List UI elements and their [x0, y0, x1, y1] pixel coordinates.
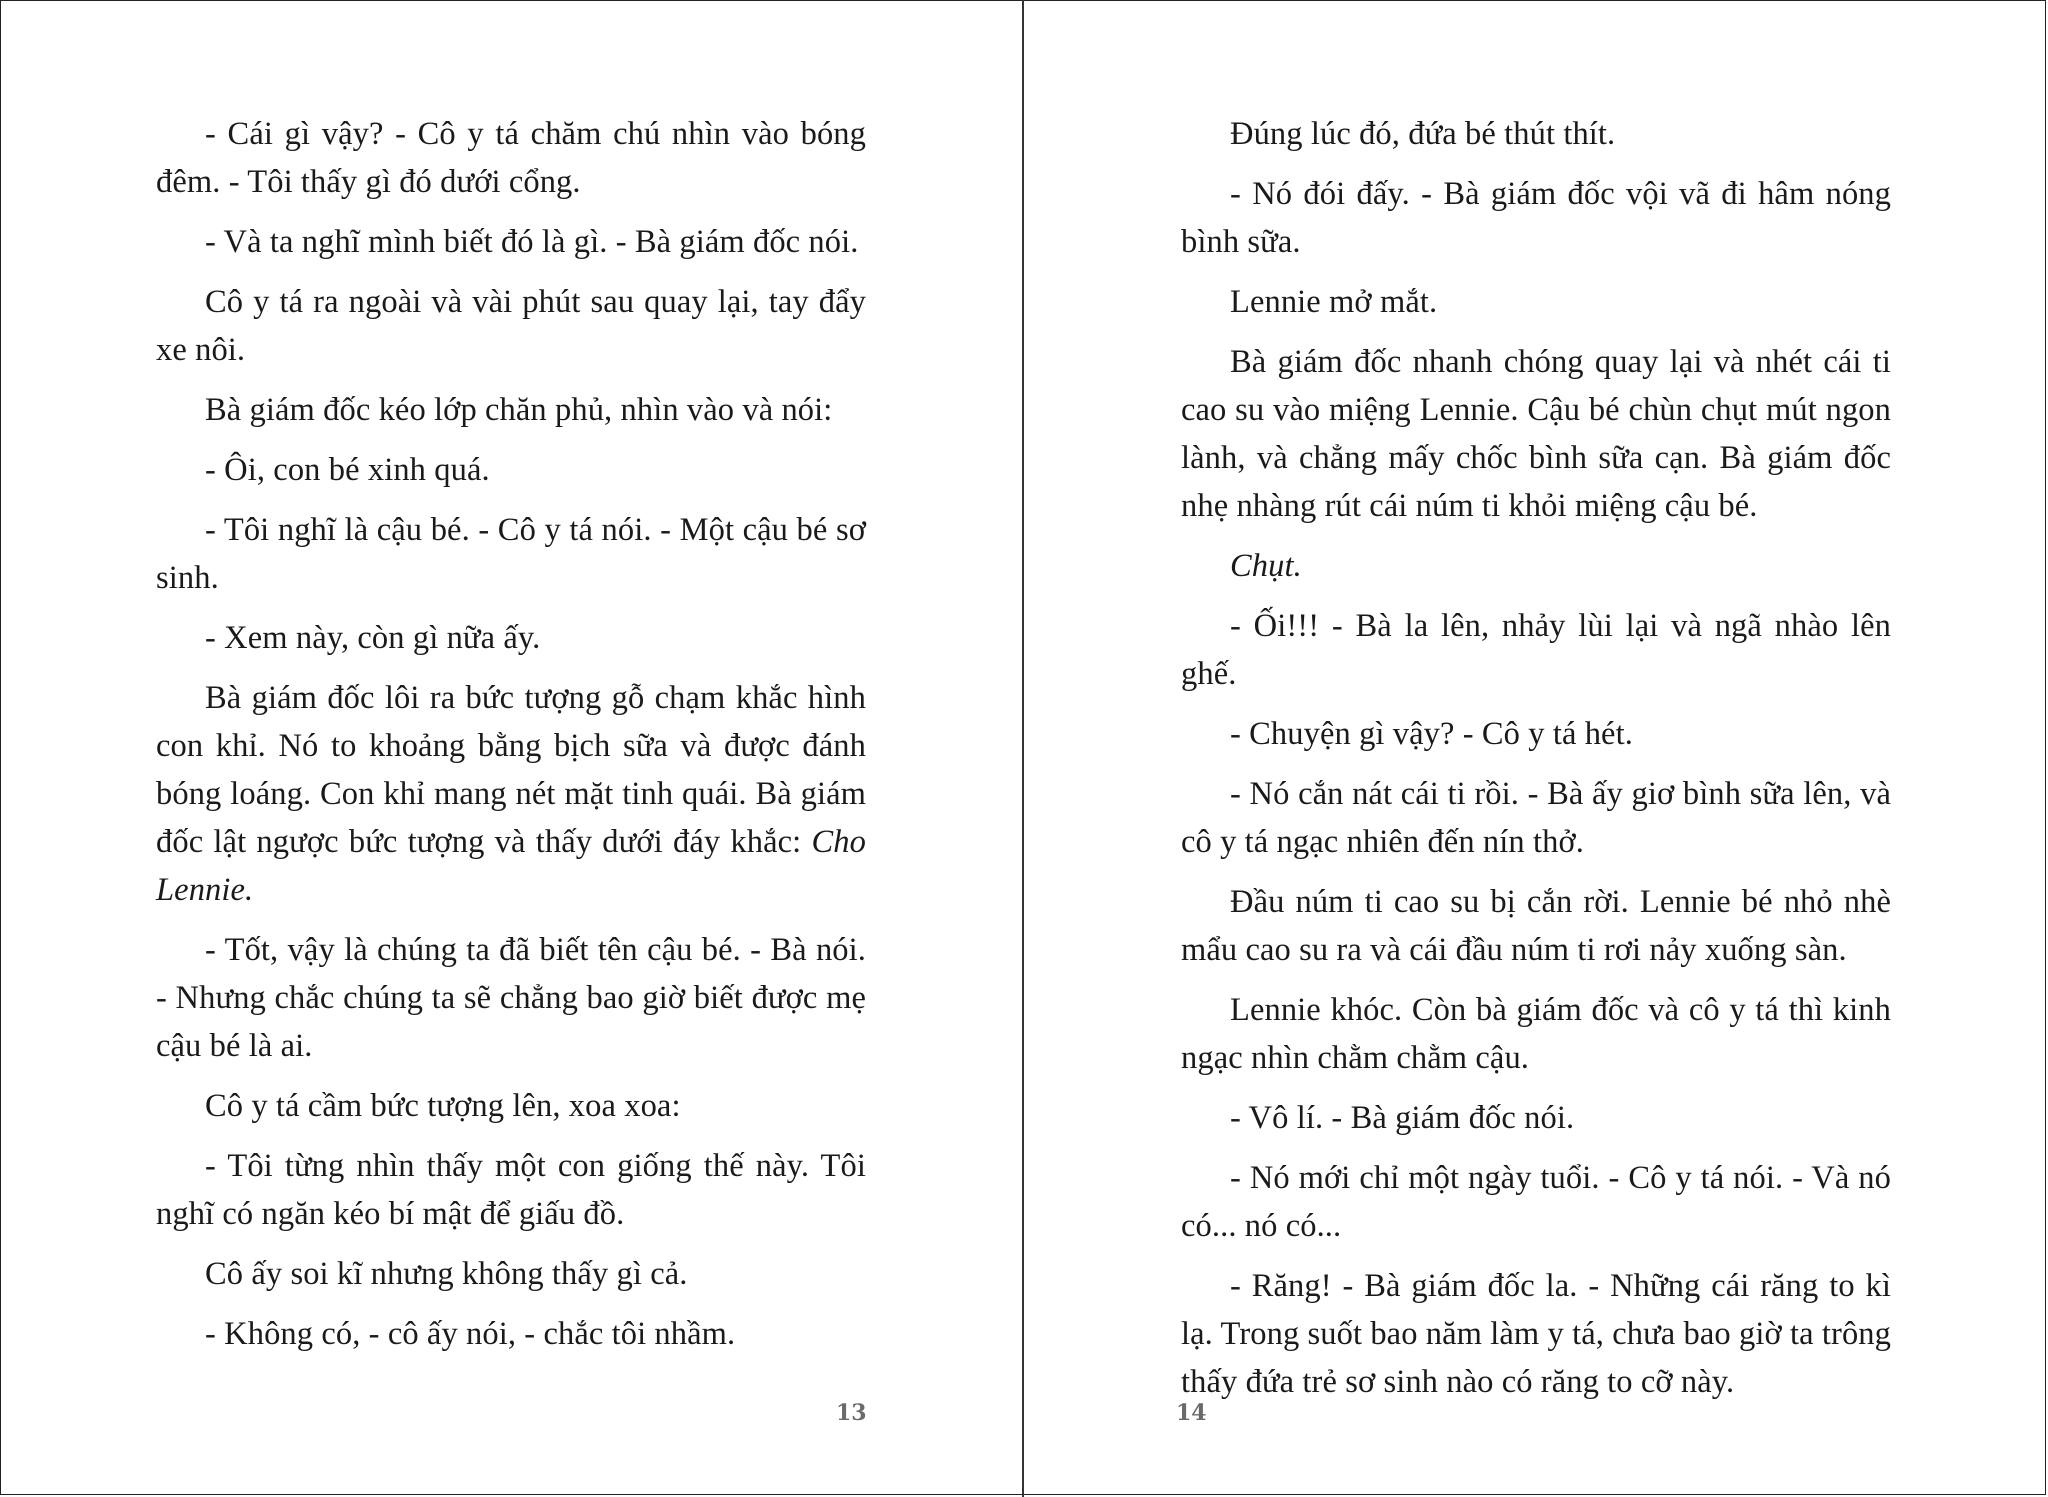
paragraph: Đúng lúc đó, đứa bé thút thít. — [1230, 116, 1616, 152]
paragraph: Bà giám đốc nhanh chóng quay lại và nhét cái ti cao su vào miệng Lennie. Cậu bé chùn chụt mút ngon lành, và chẳng mấy chốc bình sữa cạn. Bà giám đốc nhẹ nhàng rút cái núm ti khỏi miệng cậu bé. — [1181, 344, 1891, 524]
paragraph: - Và ta nghĩ mình biết đó là gì. - Bà giám đốc nói. — [205, 224, 859, 260]
paragraph: - Cái gì vậy? - Cô y tá chăm chú nhìn vào bóng đêm. - Tôi thấy gì đó dưới cổng. — [156, 116, 866, 200]
page-gutter — [1022, 0, 1024, 1497]
paragraph: - Tôi nghĩ là cậu bé. - Cô y tá nói. - Một cậu bé sơ sinh. — [156, 512, 866, 596]
paragraph: Đầu núm ti cao su bị cắn rời. Lennie bé nhỏ nhè mẩu cao su ra và cái đầu núm ti rơi nảy xuống sàn. — [1181, 884, 1891, 968]
paragraph: - Tôi từng nhìn thấy một con giống thế này. Tôi nghĩ có ngăn kéo bí mật để giấu đồ. — [156, 1148, 866, 1232]
paragraph: Cô y tá cầm bức tượng lên, xoa xoa: — [205, 1088, 681, 1124]
italic-inscription: Cho Lennie. — [156, 824, 866, 908]
left-page — [156, 110, 866, 1370]
paragraph: Cô y tá ra ngoài và vài phút sau quay lại, tay đẩy xe nôi. — [156, 284, 866, 368]
paragraph: - Chuyện gì vậy? - Cô y tá hét. — [1230, 716, 1633, 752]
paragraph: - Xem này, còn gì nữa ấy. — [205, 620, 541, 656]
paragraph: - Răng! - Bà giám đốc la. - Những cái răng to kì lạ. Trong suốt bao năm làm y tá, chưa bao giờ ta trông thấy đứa trẻ sơ sinh nào có răng to cỡ này. — [1181, 1268, 1891, 1400]
paragraph-text: Bà giám đốc lôi ra bức tượng gỗ chạm khắc hình con khỉ. Nó to khoảng bằng bịch sữa và được đánh bóng loáng. Con khỉ mang nét mặt tinh quái. Bà giám đốc lật ngược bức tượng và thấy dưới đáy khắc: — [156, 680, 866, 860]
paragraph: - Ối!!! - Bà la lên, nhảy lùi lại và ngã nhào lên ghế. — [1181, 608, 1891, 692]
paragraph: - Ôi, con bé xinh quá. — [205, 452, 490, 488]
paragraph: Cô ấy soi kĩ nhưng không thấy gì cả. — [205, 1256, 688, 1292]
paragraph: - Vô lí. - Bà giám đốc nói. — [1230, 1100, 1575, 1136]
page-number-right: 14 — [1176, 1400, 1207, 1426]
paragraph: Bà giám đốc kéo lớp chăn phủ, nhìn vào và nói: — [205, 392, 833, 428]
paragraph: - Tốt, vậy là chúng ta đã biết tên cậu bé. - Bà nói. - Nhưng chắc chúng ta sẽ chẳng bao giờ biết được mẹ cậu bé là ai. — [156, 932, 866, 1064]
paragraph: - Không có, - cô ấy nói, - chắc tôi nhầm. — [205, 1316, 736, 1352]
paragraph: - Nó đói đấy. - Bà giám đốc vội vã đi hâm nóng bình sữa. — [1181, 176, 1891, 260]
italic-paragraph: Chụt. — [1230, 548, 1302, 584]
paragraph: - Nó mới chỉ một ngày tuổi. - Cô y tá nói. - Và nó có... nó có... — [1181, 1160, 1891, 1244]
paragraph — [156, 674, 866, 914]
page-number-left: 13 — [836, 1400, 867, 1426]
paragraph: - Nó cắn nát cái ti rồi. - Bà ấy giơ bình sữa lên, và cô y tá ngạc nhiên đến nín thở. — [1181, 776, 1891, 860]
right-page — [1181, 110, 1891, 1418]
paragraph: Lennie khóc. Còn bà giám đốc và cô y tá thì kinh ngạc nhìn chằm chằm cậu. — [1181, 992, 1891, 1076]
paragraph: Lennie mở mắt. — [1230, 284, 1438, 320]
